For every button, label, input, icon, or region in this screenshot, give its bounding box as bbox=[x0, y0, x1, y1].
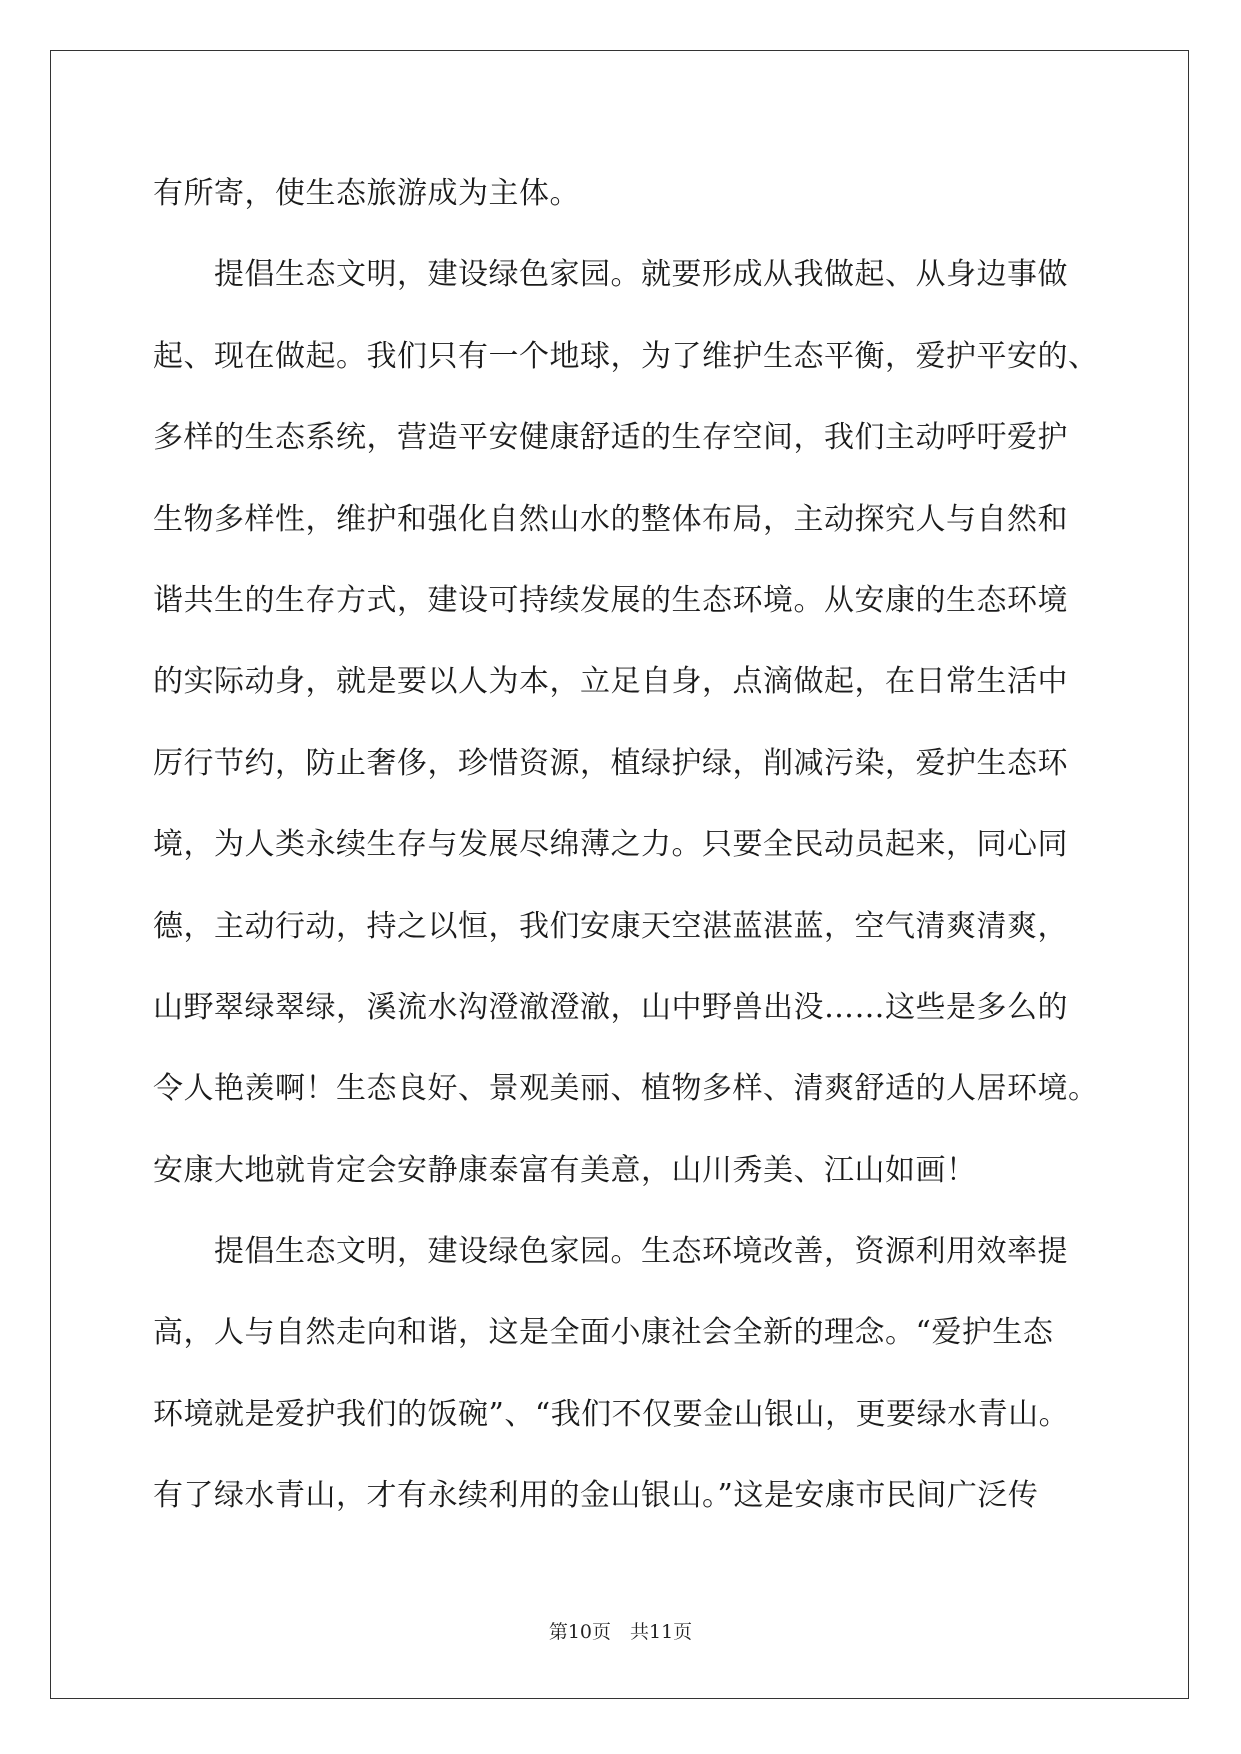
text-line: 提倡生态文明，建设绿色家园。生态环境改善，资源利用效率提 bbox=[153, 1234, 1068, 1270]
text-line: 境，为人类永续生存与发展尽绵薄之力。只要全民动员起来，同心同 bbox=[153, 827, 1068, 863]
text-line: 德，主动行动，持之以恒，我们安康天空湛蓝湛蓝，空气清爽清爽， bbox=[153, 908, 1068, 944]
text-line: 多样的生态系统，营造平安健康舒适的生存空间，我们主动呼吁爱护 bbox=[153, 420, 1068, 456]
text-line: 的实际动身，就是要以人为本，立足自身，点滴做起，在日常生活中 bbox=[153, 664, 1068, 700]
text-line: 提倡生态文明，建设绿色家园。就要形成从我做起、从身边事做 bbox=[153, 257, 1068, 293]
text-line: 高，人与自然走向和谐，这是全面小康社会全新的理念。“爱护生态 bbox=[153, 1315, 1054, 1351]
text-line: 令人艳羡啊！生态良好、景观美丽、植物多样、清爽舒适的人居环境。 bbox=[153, 1071, 1099, 1107]
text-line: 谐共生的生存方式，建设可持续发展的生态环境。从安康的生态环境 bbox=[153, 582, 1068, 618]
text-line: 有所寄，使生态旅游成为主体。 bbox=[153, 176, 580, 211]
text-line: 有了绿水青山，才有永续利用的金山银山。”这是安康市民间广泛传 bbox=[153, 1478, 1039, 1514]
text-line: 厉行节约，防止奢侈，珍惜资源，植绿护绿，削减污染，爱护生态环 bbox=[153, 745, 1068, 781]
page-number-footer: 第10页 共11页 bbox=[548, 1621, 693, 1643]
body-text bbox=[153, 166, 1099, 1550]
text-line: 山野翠绿翠绿，溪流水沟澄澈澄澈，山中野兽出没……这些是多么的 bbox=[153, 989, 1068, 1025]
text-line: 环境就是爱护我们的饭碗”、“我们不仅要金山银山，更要绿水青山。 bbox=[153, 1396, 1070, 1432]
text-line: 安康大地就肯定会安静康泰富有美意，山川秀美、江山如画！ bbox=[153, 1152, 977, 1188]
text-line: 起、现在做起。我们只有一个地球，为了维护生态平衡，爱护平安的、 bbox=[153, 338, 1099, 374]
text-line: 生物多样性，维护和强化自然山水的整体布局，主动探究人与自然和 bbox=[153, 501, 1068, 537]
